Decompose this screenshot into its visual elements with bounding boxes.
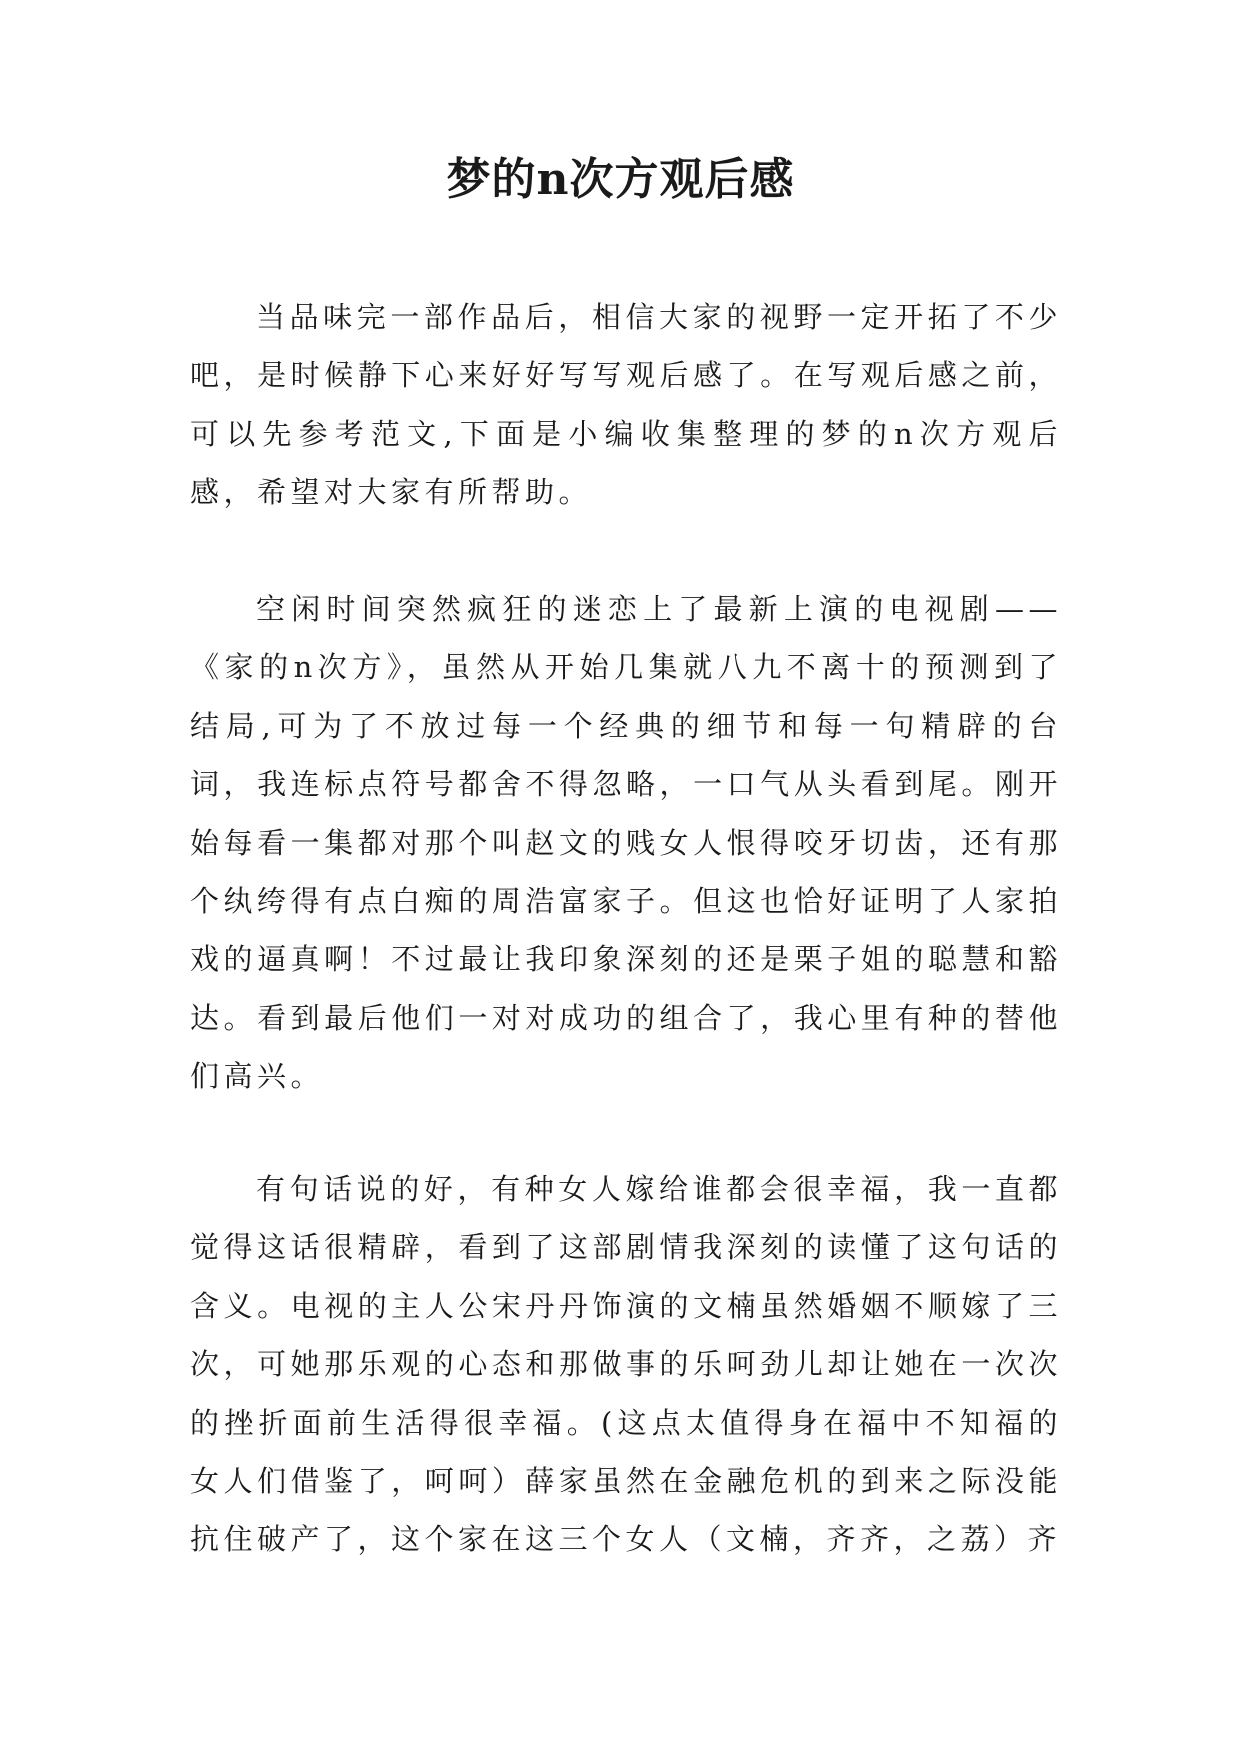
document-title: 梦的n次方观后感 [446, 154, 795, 205]
paragraph-review-2: 有句话说的好，有种女人嫁给谁都会很幸福，我一直都觉得这话很精辟，看到了这部剧情我深刻的读懂了这句话的含义。电视的主人公宋丹丹饰演的文楠虽然婚姻不顺嫁了三次，可她那乐观的心态和那做事的乐呵劲儿却让她在一次次的挫折面前生活得很幸福。(这点太值得身在福中不知福的女人们借鉴了，呵呵）薛家虽然在金融危机的到来之际没能抗住破产了，这个家在这三个女人（文楠，齐齐，之荔）齐 [190, 1172, 1062, 1557]
paragraph-intro: 当品味完一部作品后，相信大家的视野一定开拓了不少吧，是时候静下心来好好写写观后感了。在写观后感之前，可以先参考范文,下面是小编收集整理的梦的n次方观后感，希望对大家有所帮助。 [190, 300, 1062, 510]
paragraph-review-1: 空闲时间突然疯狂的迷恋上了最新上演的电视剧——《家的n次方》，虽然从开始几集就八九不离十的预测到了结局,可为了不放过每一个经典的细节和每一句精辟的台词，我连标点符号都舍不得忽略，一口气从头看到尾。刚开始每看一集都对那个叫赵文的贱女人恨得咬牙切齿，还有那个纨绔得有点白痴的周浩富家子。但这也恰好证明了人家拍戏的逼真啊！不过最让我印象深刻的还是栗子姐的聪慧和豁达。看到最后他们一对对成功的组合了，我心里有种的替他们高兴。 [190, 592, 1062, 1094]
